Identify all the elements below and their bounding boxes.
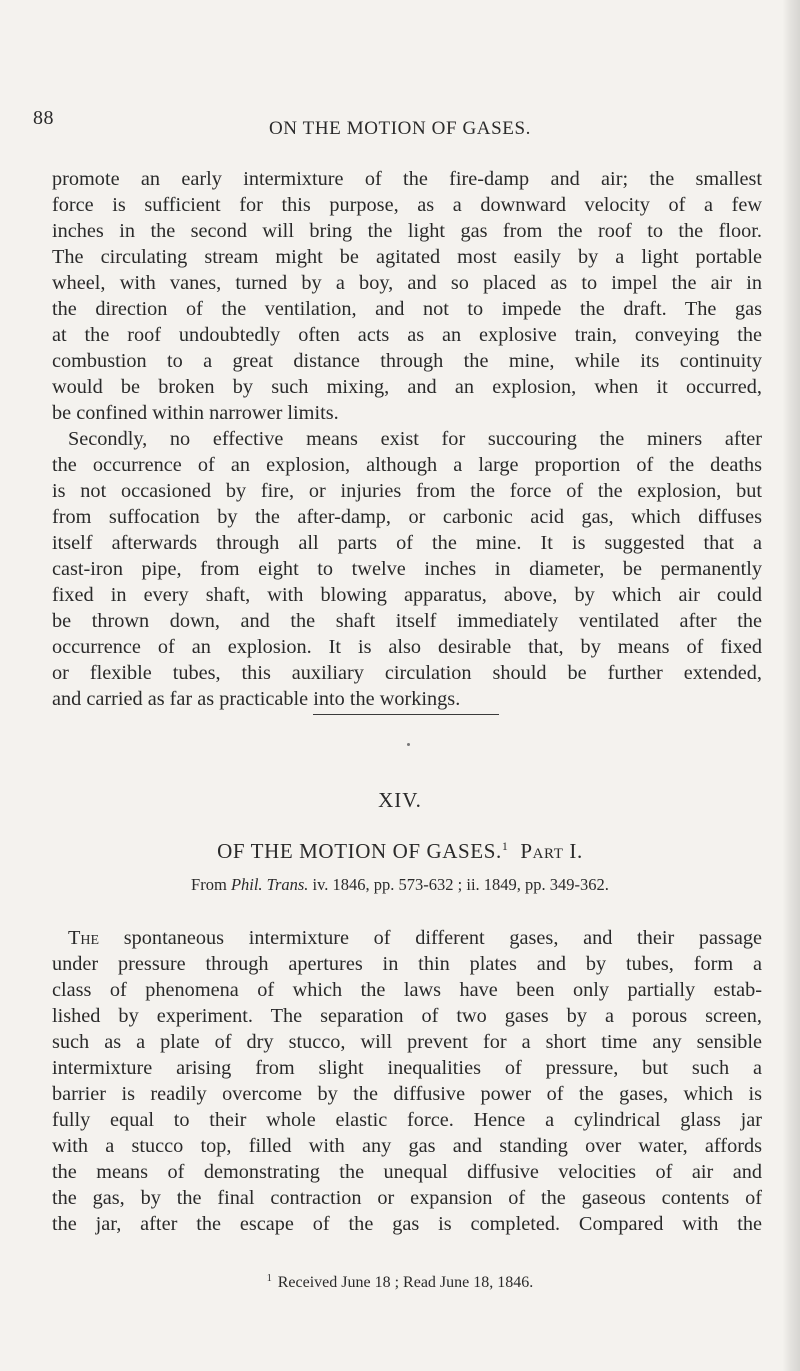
text-line: fixed in every shaft, with blowing apparatus, above, by which air could [52, 584, 762, 606]
text-line: under pressure through apertures in thin plates and by tubes, form a [52, 953, 762, 975]
text-line: barrier is readily overcome by the diffusive power of the gases, which is [52, 1083, 762, 1105]
text-line: inches in the second will bring the light gas from the roof to the floor. [52, 220, 762, 242]
text-line: the means of demonstrating the unequal diffusive velocities of air and [52, 1161, 762, 1183]
text-line: the direction of the ventilation, and not to impede the draft. The gas [52, 298, 762, 320]
footnote-text: Received June 18 ; Read June 18, 1846. [277, 1274, 534, 1291]
text-line: be confined within narrower limits. [52, 402, 339, 424]
text-line: force is sufficient for this purpose, as a downward velocity of a few [52, 194, 762, 216]
text-line: with a stucco top, filled with any gas and standing over water, affords [52, 1135, 762, 1157]
text-line: the occurrence of an explosion, although a large proportion of the deaths [52, 454, 762, 476]
section-part: Part I. [520, 839, 583, 863]
running-head: ON THE MOTION OF GASES. [268, 118, 532, 139]
text-line: is not occasioned by fire, or injuries from the force of the explosion, but [52, 480, 762, 502]
text-line: The circulating stream might be agitated most easily by a light portable [52, 246, 762, 268]
section-title-text: OF THE MOTION OF GASES. [217, 839, 502, 863]
text-line: Secondly, no effective means exist for succouring the miners after [68, 428, 762, 450]
source-details: iv. 1846, pp. 573-632 ; ii. 1849, pp. 349-362. [312, 875, 609, 894]
source-prefix: From [191, 875, 227, 894]
footnote-marker: 1 [266, 1273, 272, 1284]
text-line: fully equal to their whole elastic force. Hence a cylindrical glass jar [52, 1109, 762, 1131]
text-line: be thrown down, and the shaft itself immediately ventilated after the [52, 610, 762, 632]
paragraph-intermixture [52, 925, 762, 1237]
lead-line-rest: spontaneous intermixture of different gases, and their passage [99, 927, 762, 949]
text-line: the gas, by the final contraction or expansion of the gaseous contents of [52, 1187, 762, 1209]
section-divider [313, 714, 499, 715]
text-line: occurrence of an explosion. It is also desirable that, by means of fixed [52, 636, 762, 658]
text-line: from suffocation by the after-damp, or carbonic acid gas, which diffuses [52, 506, 762, 528]
text-line: and carried as far as practicable into the workings. [52, 688, 461, 710]
text-line: wheel, with vanes, turned by a boy, and so placed as to impel the air in [52, 272, 762, 294]
text-line: class of phenomena of which the laws have been only partially estab- [52, 979, 762, 1001]
paragraph-continued [52, 166, 762, 426]
text-line: or flexible tubes, this auxiliary circulation should be further extended, [52, 662, 762, 684]
text-line: lished by experiment. The separation of two gases by a porous screen, [52, 1005, 762, 1027]
section-title [0, 839, 800, 864]
text-line: itself afterwards through all parts of the mine. It is suggested that a [52, 532, 762, 554]
page-number: 88 [33, 107, 54, 129]
page-edge-shadow [782, 0, 800, 1371]
text-line: combustion to a great distance through the mine, while its continuity [52, 350, 762, 372]
footnote-marker: 1 [501, 839, 509, 853]
footnote [0, 1273, 800, 1292]
source-citation [0, 875, 800, 895]
divider-dot [407, 743, 410, 746]
text-line [52, 925, 762, 951]
section-number: XIV. [378, 788, 422, 812]
lead-word: The [68, 927, 100, 949]
source-journal: Phil. Trans. [230, 875, 309, 894]
text-line: would be broken by such mixing, and an explosion, when it occurred, [52, 376, 762, 398]
text-line: such as a plate of dry stucco, will prevent for a short time any sensible [52, 1031, 762, 1053]
text-line: promote an early intermixture of the fire-damp and air; the smallest [52, 168, 762, 190]
text-line: cast-iron pipe, from eight to twelve inches in diameter, be permanently [52, 558, 762, 580]
text-line: at the roof undoubtedly often acts as an explosive train, conveying the [52, 324, 762, 346]
paragraph-secondly [52, 426, 762, 712]
text-line: intermixture arising from slight inequalities of pressure, but such a [52, 1057, 762, 1079]
text-line: the jar, after the escape of the gas is completed. Compared with the [52, 1213, 762, 1235]
